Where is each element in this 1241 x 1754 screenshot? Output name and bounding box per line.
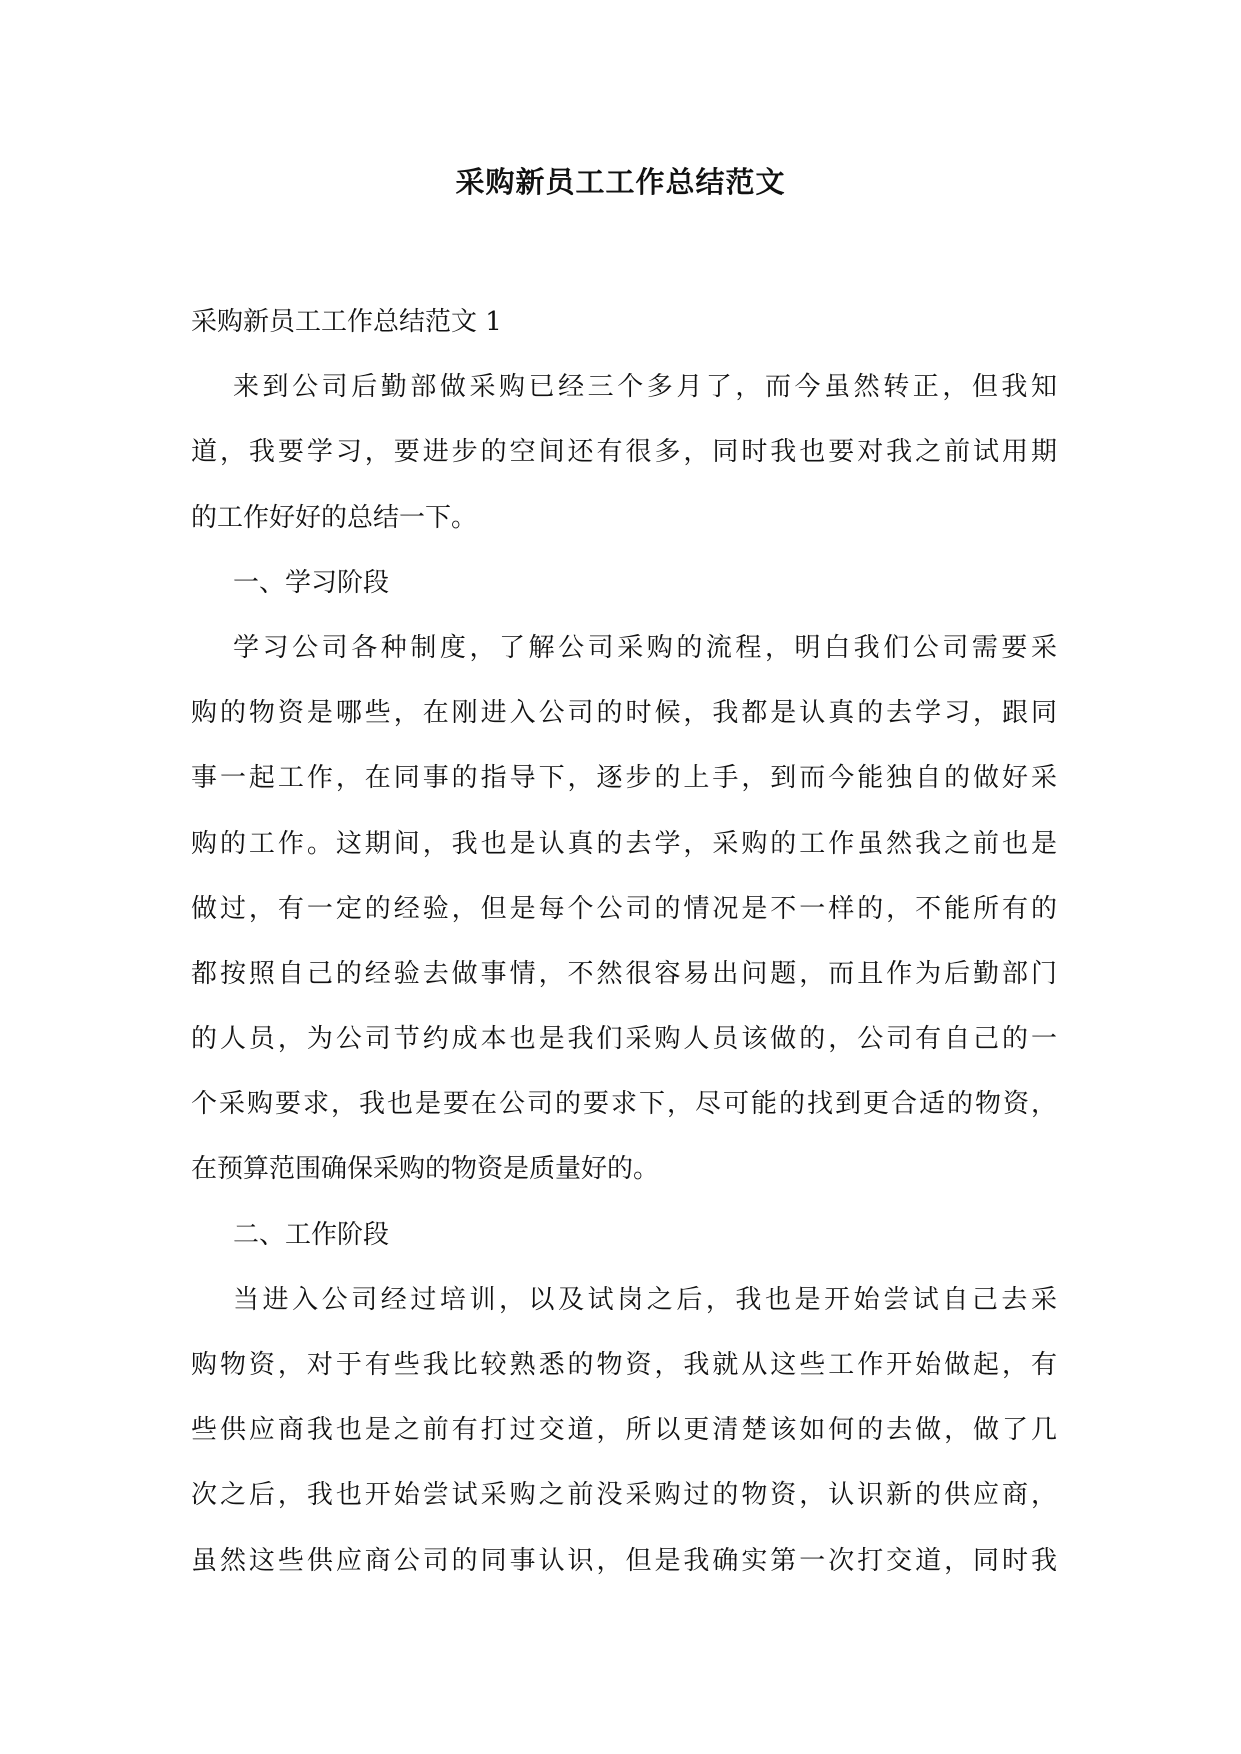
- text-line: 采购新员工工作总结范文 1: [191, 307, 502, 337]
- text-line: 个采购要求，我也是要在公司的要求下，尽可能的找到更合适的物资，: [191, 1089, 1057, 1120]
- text-line: 购物资，对于有些我比较熟悉的物资，我就从这些工作开始做起，有: [191, 1350, 1057, 1380]
- text-line: 的工作好好的总结一下。: [191, 502, 478, 533]
- text-line: 在预算范围确保采购的物资是质量好的。: [191, 1154, 660, 1185]
- text-line: 次之后，我也开始尝试采购之前没采购过的物资，认识新的供应商，: [191, 1480, 1057, 1511]
- text-line: 当进入公司经过培训，以及试岗之后，我也是开始尝试自己去采: [233, 1284, 1057, 1315]
- text-line: 学习公司各种制度，了解公司采购的流程，明白我们公司需要采: [233, 632, 1057, 663]
- text-line: 一、学习阶段: [233, 567, 390, 598]
- document-title: 采购新员工工作总结范文: [455, 165, 786, 199]
- text-line: 购的物资是哪些，在刚进入公司的时候，我都是认真的去学习，跟同: [191, 698, 1057, 729]
- text-line: 二、工作阶段: [233, 1219, 390, 1250]
- text-line: 道，我要学习，要进步的空间还有很多，同时我也要对我之前试用期: [191, 437, 1057, 468]
- text-line: 事一起工作，在同事的指导下，逐步的上手，到而今能独自的做好采: [191, 763, 1057, 794]
- text-line: 虽然这些供应商公司的同事认识，但是我确实第一次打交道，同时我: [191, 1545, 1057, 1576]
- text-line: 做过，有一定的经验，但是每个公司的情况是不一样的，不能所有的: [191, 893, 1057, 924]
- text-line: 些供应商我也是之前有打过交道，所以更清楚该如何的去做，做了几: [191, 1415, 1057, 1446]
- text-line: 购的工作。这期间，我也是认真的去学，采购的工作虽然我之前也是: [191, 828, 1057, 859]
- text-line: 来到公司后勤部做采购已经三个多月了，而今虽然转正，但我知: [233, 372, 1057, 403]
- text-line: 都按照自己的经验去做事情，不然很容易出问题，而且作为后勤部门: [191, 958, 1057, 989]
- document-body: [191, 290, 1057, 1594]
- text-line: 的人员，为公司节约成本也是我们采购人员该做的，公司有自己的一: [191, 1024, 1057, 1055]
